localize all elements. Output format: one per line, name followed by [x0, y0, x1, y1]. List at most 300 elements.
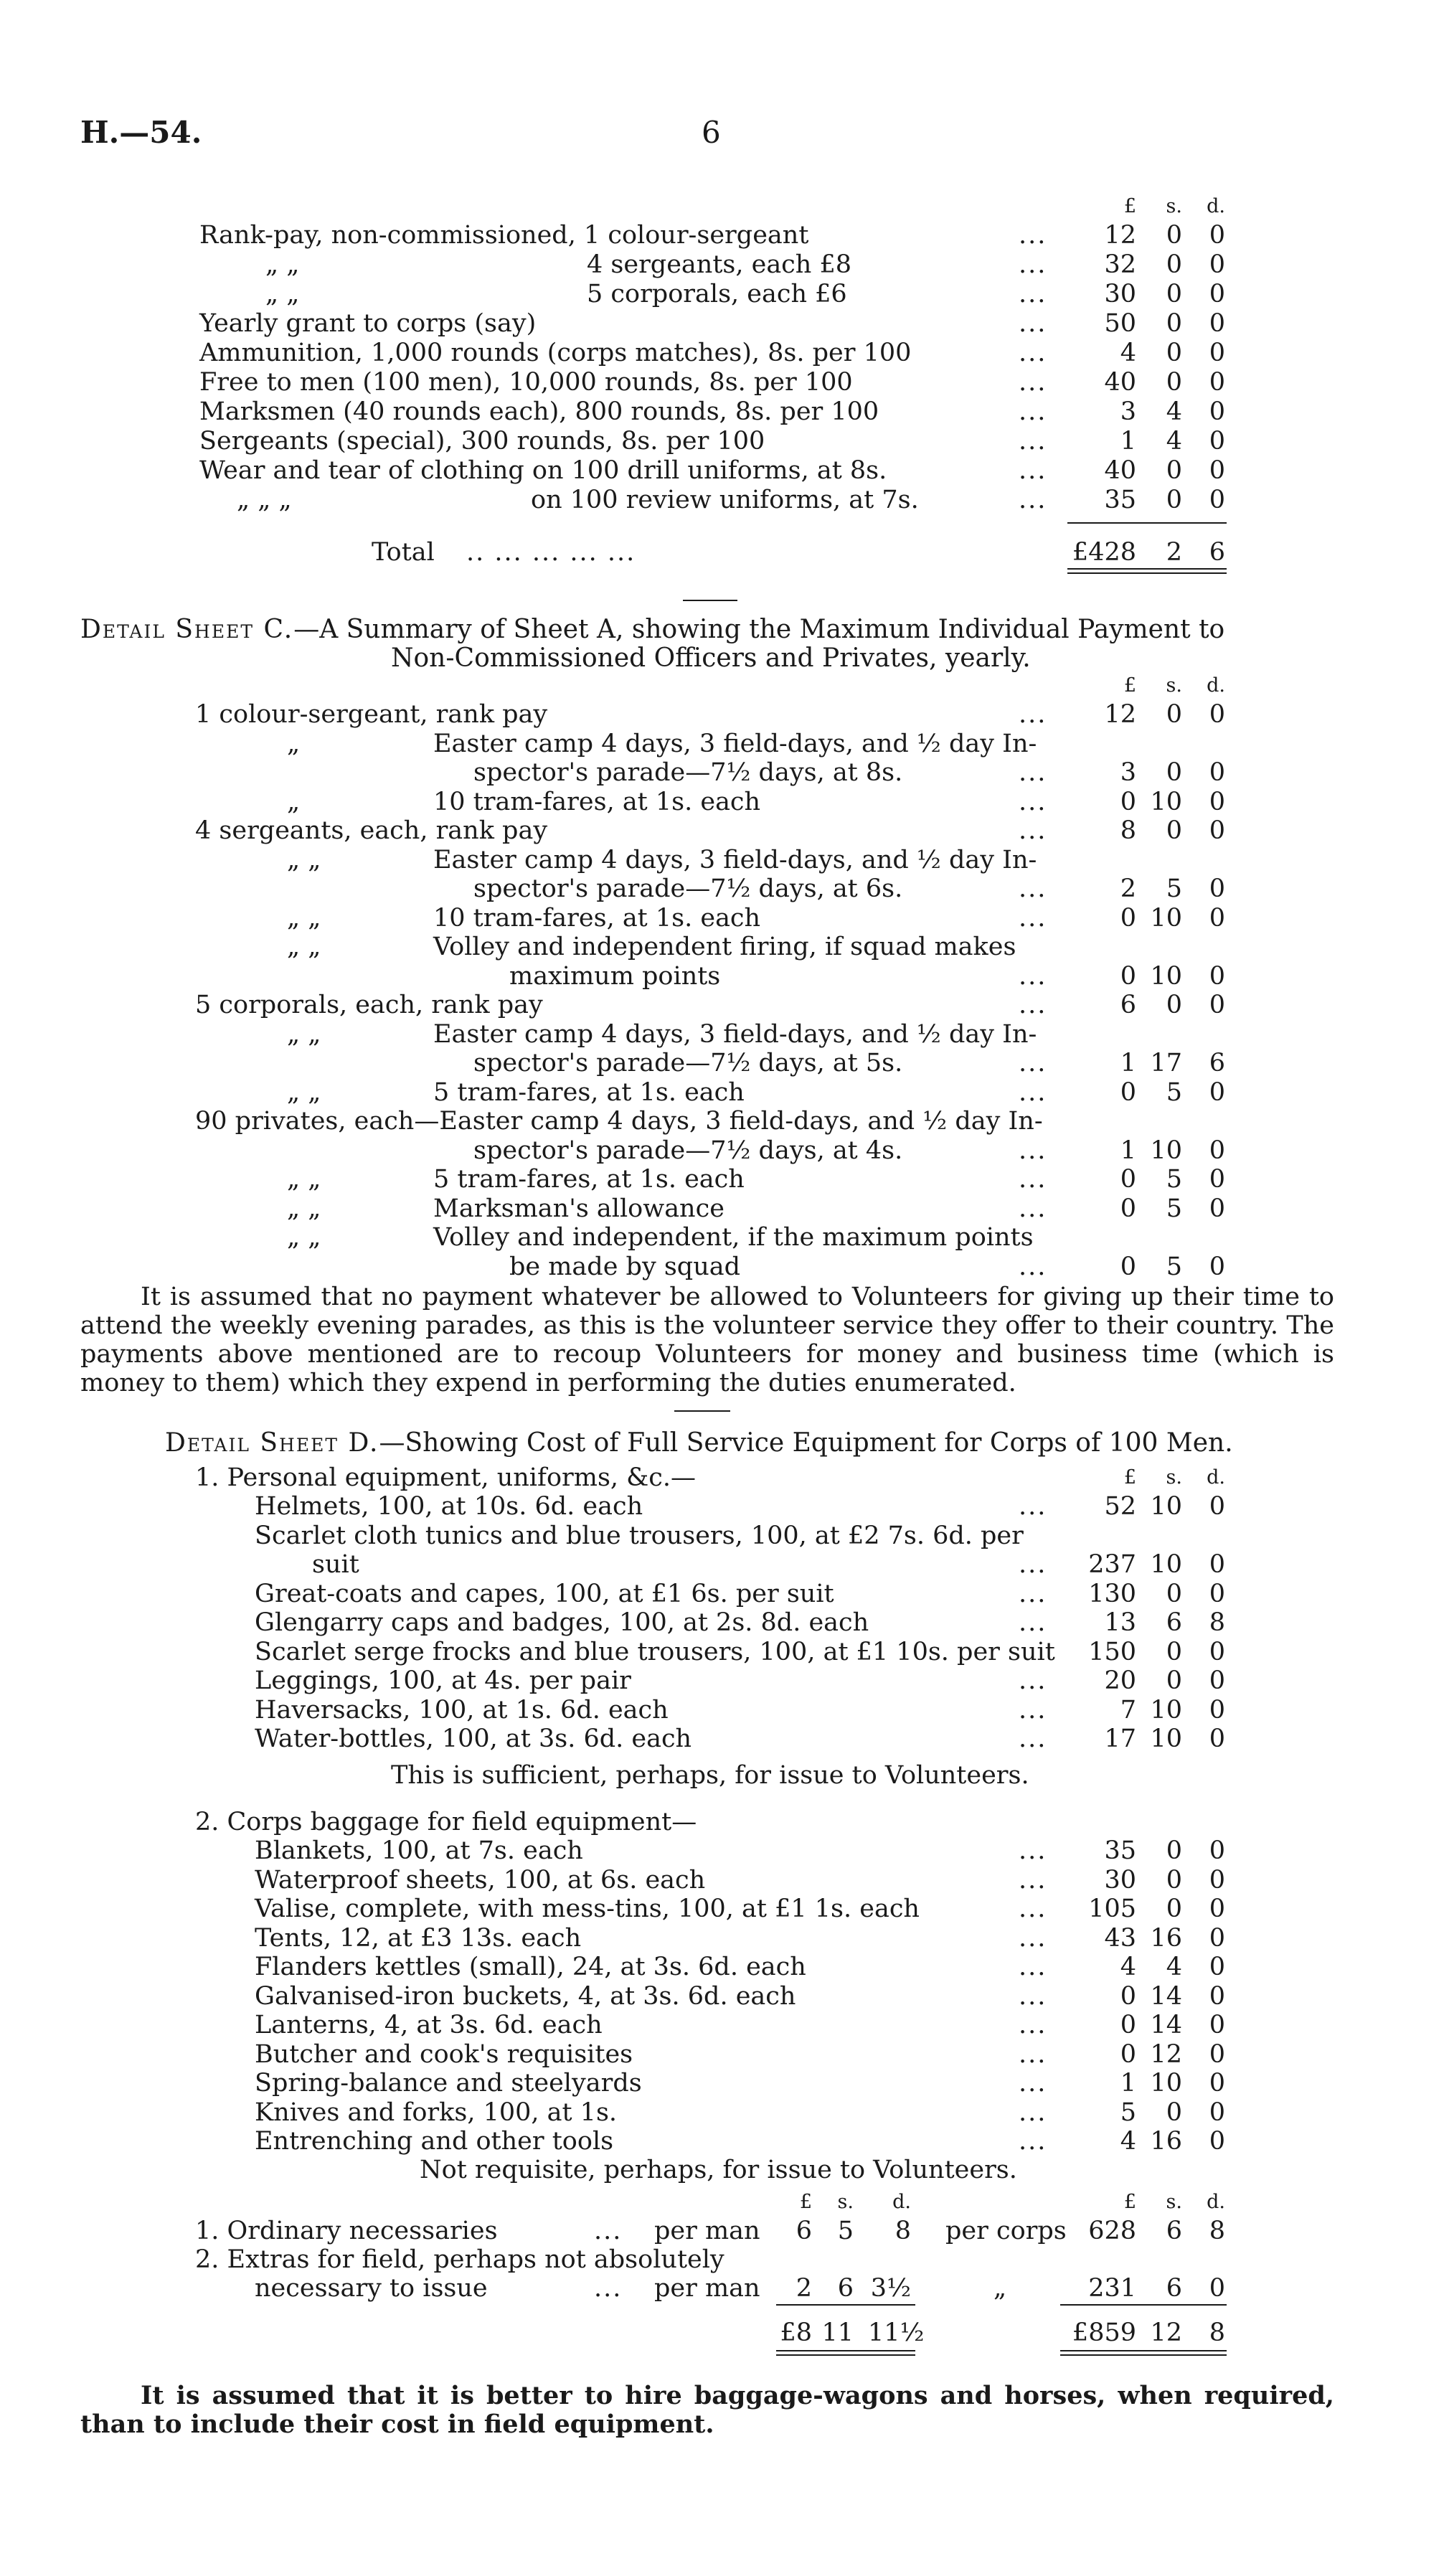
baggage-row — [0, 2127, 1449, 2156]
item-label: Spring-balance and steelyards — [255, 2069, 642, 2098]
item-label: Knives and forks, 100, at 1s. — [255, 2098, 618, 2127]
amount-pounds: 12 — [1104, 700, 1136, 729]
equipment-row — [0, 1608, 1449, 1637]
per-corps-shillings-header: s. — [1166, 2191, 1182, 2213]
ditto-mark: „ „ — [287, 903, 321, 933]
amount-pence: 0 — [1209, 816, 1225, 845]
per-man-total-pounds: £8 — [780, 2318, 812, 2347]
amount-shillings: 14 — [1150, 1981, 1182, 2011]
leader-dots: ... — [1019, 1923, 1047, 1953]
leader-dots: ... — [1019, 397, 1047, 426]
amount-pence: 0 — [1209, 309, 1225, 338]
leader-dots: ... — [1019, 1492, 1047, 1521]
sheet-d-title-lead: Detail Sheet D. — [165, 1428, 379, 1458]
amount-pounds: 40 — [1104, 456, 1136, 485]
amount-pounds: 1 — [1120, 2069, 1136, 2098]
baggage-row — [0, 1866, 1449, 1895]
amount-pence: 8 — [1209, 1608, 1225, 1637]
leader-dots: ... — [1019, 1981, 1047, 2011]
item-label: Scarlet serge frocks and blue trousers, 100, at £1 10s. per suit — [255, 1637, 1055, 1666]
amount-pounds: 30 — [1104, 1865, 1136, 1895]
sheet-b-total-row — [0, 538, 1449, 567]
summary-total-row — [0, 2318, 1449, 2347]
amount-pence: 0 — [1209, 961, 1225, 991]
leader-dots: ... — [1019, 2098, 1047, 2127]
leader-dots: ... — [1019, 309, 1047, 338]
sheet-c-title — [80, 615, 1224, 644]
amount-pounds: 0 — [1120, 1165, 1136, 1194]
total-label: Total — [372, 538, 435, 567]
leader-dots: ... — [1019, 1725, 1047, 1753]
section1-heading-row — [0, 1463, 1449, 1492]
amount-shillings: 0 — [1166, 758, 1182, 787]
document-id: H.—54. — [80, 115, 202, 150]
summary-row-extras-cont — [0, 2274, 1449, 2303]
summary-row-necessaries — [0, 2217, 1449, 2245]
amount-shillings: 4 — [1166, 427, 1182, 456]
amount-pence: 0 — [1209, 1637, 1225, 1666]
equipment-row — [0, 1580, 1449, 1608]
leader-dots: ... — [1019, 903, 1047, 933]
amount-pounds: 0 — [1120, 2011, 1136, 2039]
leader-dots: ... — [1019, 1865, 1047, 1895]
amount-pence: 0 — [1209, 787, 1225, 816]
per-corps-pounds: 231 — [1088, 2274, 1136, 2303]
leader-dots: ... — [1019, 758, 1047, 787]
amount-pence: 0 — [1209, 221, 1225, 250]
item-label: Great-coats and capes, 100, at £1 6s. per suit — [255, 1579, 834, 1608]
summary-label: 1. Ordinary necessaries — [195, 2217, 498, 2245]
equipment-row — [0, 1492, 1449, 1521]
pounds-header: £ — [1123, 195, 1136, 217]
leader-dots: ... — [1019, 1194, 1047, 1223]
amount-shillings: 0 — [1166, 1895, 1182, 1923]
ditto-mark: „ „ — [287, 933, 321, 961]
baggage-row — [0, 2040, 1449, 2069]
summary-label: 2. Extras for field, perhaps not absolutely — [195, 2245, 724, 2274]
amount-pounds: 0 — [1120, 2039, 1136, 2069]
amount-pounds: 130 — [1088, 1579, 1136, 1608]
pence-header: d. — [1207, 195, 1225, 217]
amount-pounds: 7 — [1120, 1695, 1136, 1725]
amount-pence: 6 — [1209, 1049, 1225, 1077]
sheet-c-row — [0, 904, 1449, 933]
leader-dots: ... — [1019, 1836, 1047, 1865]
amount-pounds: 0 — [1120, 903, 1136, 933]
amount-pounds: 12 — [1104, 221, 1136, 250]
leader-dots: ... — [1019, 2011, 1047, 2039]
baggage-row — [0, 1895, 1449, 1923]
page-number: 6 — [702, 115, 721, 150]
item-label: 4 sergeants, each £8 — [587, 250, 851, 279]
item-label: Haversacks, 100, at 1s. 6d. each — [255, 1695, 669, 1725]
leader-dots: ... — [1019, 874, 1047, 903]
pounds-header: £ — [1123, 674, 1136, 697]
amount-pounds: 52 — [1104, 1492, 1136, 1521]
leader-dots: ... — [1019, 1608, 1047, 1637]
leader-dots: ... — [1019, 1136, 1047, 1165]
amount-shillings: 10 — [1150, 2069, 1182, 2098]
amount-pounds: 30 — [1104, 280, 1136, 308]
per-man-total-pence: 11½ — [868, 2318, 925, 2347]
baggage-row — [0, 2098, 1449, 2127]
amount-pence: 0 — [1209, 1865, 1225, 1895]
amount-pounds: 13 — [1104, 1608, 1136, 1637]
baggage-row — [0, 2011, 1449, 2039]
ditto-mark: „ — [287, 787, 301, 816]
column-headers — [0, 671, 1449, 700]
ditto-mark: „ — [993, 2274, 1007, 2303]
column-headers — [0, 192, 1449, 221]
sheet-c-row — [0, 1020, 1449, 1049]
amount-shillings: 5 — [1166, 1252, 1182, 1281]
amount-shillings: 10 — [1150, 1550, 1182, 1579]
amount-shillings: 10 — [1150, 961, 1182, 991]
leader-dots: ... — [1019, 961, 1047, 991]
ditto-mark: „ „ — [265, 280, 300, 308]
item-label: Ammunition, 1,000 rounds (corps matches), 8s. per 100 — [199, 339, 912, 367]
amount-pounds: 2 — [1120, 874, 1136, 903]
amount-shillings: 16 — [1150, 1923, 1182, 1953]
amount-pounds: 43 — [1104, 1923, 1136, 1953]
item-label: spector's parade—7½ days, at 8s. — [473, 758, 903, 787]
closing-paragraph: It is assumed that it is better to hire baggage-wagons and horses, when required, than to include their cost in field equipment. — [80, 2381, 1334, 2439]
sheet-c-row — [0, 700, 1449, 729]
amount-pence: 0 — [1209, 1492, 1225, 1521]
amount-shillings: 17 — [1150, 1049, 1182, 1077]
amount-pence: 0 — [1209, 1695, 1225, 1725]
section2-heading: 2. Corps baggage for field equipment— — [195, 1808, 697, 1836]
amount-pence: 0 — [1209, 2011, 1225, 2039]
baggage-row — [0, 1924, 1449, 1953]
amount-pence: 0 — [1209, 1165, 1225, 1194]
amount-pence: 0 — [1209, 339, 1225, 367]
amount-pounds: 237 — [1088, 1550, 1136, 1579]
amount-shillings: 0 — [1166, 700, 1182, 729]
leader-dots: ... — [1019, 1579, 1047, 1608]
item-label: 90 privates, each—Easter camp 4 days, 3 field-days, and ½ day In- — [195, 1107, 1043, 1136]
amount-pounds: 50 — [1104, 309, 1136, 338]
baggage-row — [0, 1982, 1449, 2011]
amount-pence: 0 — [1209, 1836, 1225, 1865]
equipment-row — [0, 1550, 1449, 1579]
amount-pence: 0 — [1209, 2127, 1225, 2156]
amount-pence: 0 — [1209, 1194, 1225, 1223]
item-label: Flanders kettles (small), 24, at 3s. 6d. each — [255, 1953, 806, 1981]
per-man-pounds-header: £ — [799, 2191, 812, 2213]
leader-dots: ... — [1019, 1077, 1047, 1107]
sheet-c-subtitle: Non-Commissioned Officers and Privates, yearly. — [391, 643, 1031, 673]
sheet-c-row — [0, 1165, 1449, 1194]
sheet-c-title-lead: Detail Sheet C. — [80, 615, 294, 644]
sheet-c-row — [0, 991, 1449, 1019]
amount-pounds: 4 — [1120, 2127, 1136, 2156]
amount-pence: 0 — [1209, 397, 1225, 426]
item-label: Tents, 12, at £3 13s. each — [255, 1923, 582, 1953]
amount-pounds: 3 — [1120, 397, 1136, 426]
item-label: Wear and tear of clothing on 100 drill uniforms, at 8s. — [199, 456, 887, 485]
ditto-mark: „ „ „ — [237, 486, 292, 514]
item-label: Marksmen (40 rounds each), 800 rounds, 8s. per 100 — [199, 397, 879, 426]
sheet-b-row — [0, 250, 1449, 279]
amount-pence: 0 — [1209, 874, 1225, 903]
amount-pounds: 8 — [1120, 816, 1136, 845]
ditto-mark: „ „ — [287, 1223, 321, 1252]
item-label: be made by squad — [509, 1252, 741, 1281]
equipment-row — [0, 1521, 1449, 1550]
per-man-total-shillings: 11 — [821, 2318, 854, 2347]
sheet-d-title-rest: —Showing Cost of Full Service Equipment for Corps of 100 Men. — [379, 1428, 1233, 1458]
sheet-c-row — [0, 962, 1449, 991]
amount-pounds: 1 — [1120, 427, 1136, 456]
per-corps-pence: 0 — [1209, 2274, 1225, 2303]
amount-shillings: 12 — [1150, 2039, 1182, 2069]
ditto-mark: „ „ — [287, 1194, 321, 1223]
amount-pence: 0 — [1209, 1252, 1225, 1281]
leader-dots: ... — [1019, 1953, 1047, 1981]
pence-header: d. — [1207, 1466, 1225, 1488]
amount-pounds: 40 — [1104, 368, 1136, 397]
total-double-rule — [1067, 568, 1227, 574]
leader-dots: .. ... ... ... ... — [466, 538, 636, 567]
amount-pounds: 20 — [1104, 1666, 1136, 1695]
item-label: on 100 review uniforms, at 7s. — [531, 486, 919, 514]
item-label: Sergeants (special), 300 rounds, 8s. per 100 — [199, 427, 765, 456]
amount-shillings: 5 — [1166, 874, 1182, 903]
equipment-row — [0, 1666, 1449, 1695]
per-man-shillings: 6 — [837, 2274, 854, 2303]
amount-shillings: 0 — [1166, 2098, 1182, 2127]
item-label: Blankets, 100, at 7s. each — [255, 1836, 583, 1865]
leader-dots: ... — [1019, 250, 1047, 279]
amount-pence: 0 — [1209, 1550, 1225, 1579]
amount-shillings: 0 — [1166, 486, 1182, 514]
sheet-b-row — [0, 427, 1449, 456]
amount-shillings: 0 — [1166, 991, 1182, 1019]
sheet-b-row — [0, 309, 1449, 338]
per-corps-pence: 8 — [1209, 2217, 1225, 2245]
sheet-c-paragraph: It is assumed that no payment whatever be allowed to Volunteers for giving up their time to attend the weekly evening parades, as this is the volunteer service they offer to their country. The payments above mentioned are to recoup Volunteers for money and business time (which is money to them) which they expend in performing the duties enumerated. — [80, 1283, 1334, 1397]
item-label: Butcher and cook's requisites — [255, 2039, 633, 2069]
item-label: Entrenching and other tools — [255, 2127, 614, 2156]
amount-pounds: 4 — [1120, 1953, 1136, 1981]
sheet-c-row — [0, 933, 1449, 961]
amount-pounds: 150 — [1088, 1637, 1136, 1666]
sheet-c-row — [0, 1223, 1449, 1252]
section1-note: This is sufficient, perhaps, for issue to Volunteers. — [391, 1761, 1029, 1790]
item-label: Galvanised-iron buckets, 4, at 3s. 6d. each — [255, 1981, 796, 2011]
amount-pounds: 6 — [1120, 991, 1136, 1019]
item-label: Waterproof sheets, 100, at 6s. each — [255, 1865, 706, 1895]
amount-pence: 0 — [1209, 280, 1225, 308]
ditto-mark: „ „ — [287, 1019, 321, 1049]
subtotal-rule — [1067, 522, 1227, 524]
sheet-b-row — [0, 486, 1449, 514]
item-label: 5 corporals, each £6 — [587, 280, 847, 308]
leader-dots: ... — [1019, 787, 1047, 816]
amount-shillings: 16 — [1150, 2127, 1182, 2156]
ditto-mark: „ „ — [287, 1165, 321, 1194]
leader-dots: ... — [1019, 1550, 1047, 1579]
leader-dots: ... — [1019, 221, 1047, 250]
amount-pence: 0 — [1209, 1895, 1225, 1923]
per-corps-total-shillings: 12 — [1150, 2318, 1182, 2347]
per-corps-rule — [1060, 2304, 1227, 2306]
amount-pence: 0 — [1209, 456, 1225, 485]
amount-pounds: 0 — [1120, 1077, 1136, 1107]
amount-pounds: 32 — [1104, 250, 1136, 279]
amount-pence: 0 — [1209, 903, 1225, 933]
amount-shillings: 5 — [1166, 1194, 1182, 1223]
item-label: spector's parade—7½ days, at 5s. — [473, 1049, 903, 1077]
per-man-label: per man — [654, 2274, 760, 2303]
sheet-c-row — [0, 1049, 1449, 1077]
amount-pounds: 0 — [1120, 1252, 1136, 1281]
amount-shillings: 4 — [1166, 1953, 1182, 1981]
shillings-header: s. — [1166, 195, 1182, 217]
amount-pence: 0 — [1209, 250, 1225, 279]
amount-pence: 0 — [1209, 368, 1225, 397]
amount-shillings: 0 — [1166, 1836, 1182, 1865]
ditto-mark: „ „ — [287, 845, 321, 874]
leader-dots: ... — [1019, 486, 1047, 514]
amount-shillings: 0 — [1166, 368, 1182, 397]
leader-dots: ... — [1019, 368, 1047, 397]
section2-heading-row — [0, 1808, 1449, 1836]
sheet-b-row — [0, 456, 1449, 485]
amount-shillings: 0 — [1166, 280, 1182, 308]
amount-pence: 0 — [1209, 1725, 1225, 1753]
per-corps-shillings: 6 — [1166, 2217, 1182, 2245]
leader-dots: ... — [1019, 816, 1047, 845]
item-label: Helmets, 100, at 10s. 6d. each — [255, 1492, 643, 1521]
sheet-c-row — [0, 1078, 1449, 1107]
per-man-pence-header: d. — [892, 2191, 911, 2213]
amount-shillings: 4 — [1166, 397, 1182, 426]
sheet-d-title — [165, 1429, 1233, 1458]
amount-shillings: 0 — [1166, 1865, 1182, 1895]
item-label: Lanterns, 4, at 3s. 6d. each — [255, 2011, 603, 2039]
amount-pounds: 4 — [1120, 339, 1136, 367]
amount-pounds: 35 — [1104, 486, 1136, 514]
section1-heading: 1. Personal equipment, uniforms, &c.— — [195, 1463, 697, 1492]
amount-pounds: 0 — [1120, 961, 1136, 991]
amount-shillings: 5 — [1166, 1165, 1182, 1194]
sheet-c-row — [0, 1194, 1449, 1223]
per-corps-double-rule — [1060, 2350, 1227, 2356]
section-divider — [674, 1410, 730, 1412]
amount-pence: 0 — [1209, 2069, 1225, 2098]
sheet-c-title-rest: —A Summary of Sheet A, showing the Maximum Individual Payment to — [293, 615, 1225, 644]
amount-shillings: 0 — [1166, 1637, 1182, 1666]
item-label: Volley and independent firing, if squad makes — [433, 933, 1016, 961]
leader-dots: ... — [1019, 1252, 1047, 1281]
baggage-row — [0, 1836, 1449, 1865]
sheet-c-row — [0, 730, 1449, 758]
amount-pence: 0 — [1209, 1981, 1225, 2011]
sheet-b-row — [0, 339, 1449, 367]
equipment-row — [0, 1696, 1449, 1725]
amount-pence: 0 — [1209, 1579, 1225, 1608]
leader-dots: ... — [1019, 1895, 1047, 1923]
amount-shillings: 0 — [1166, 1579, 1182, 1608]
amount-shillings: 10 — [1150, 1695, 1182, 1725]
amount-pounds: 0 — [1120, 787, 1136, 816]
item-label: Easter camp 4 days, 3 field-days, and ½ day In- — [433, 729, 1037, 758]
amount-pounds: 1 — [1120, 1136, 1136, 1165]
sheet-c-row — [0, 1107, 1449, 1136]
amount-pence: 0 — [1209, 1077, 1225, 1107]
amount-shillings: 6 — [1166, 1608, 1182, 1637]
item-label: Water-bottles, 100, at 3s. 6d. each — [255, 1725, 692, 1753]
item-label: suit — [312, 1550, 359, 1579]
amount-shillings: 0 — [1166, 250, 1182, 279]
amount-pence: 0 — [1209, 758, 1225, 787]
item-label: spector's parade—7½ days, at 4s. — [473, 1136, 903, 1165]
amount-shillings: 0 — [1166, 309, 1182, 338]
leader-dots: ... — [594, 2274, 623, 2303]
shillings-header: s. — [1166, 1466, 1182, 1488]
amount-pence: 0 — [1209, 1923, 1225, 1953]
baggage-row — [0, 1953, 1449, 1981]
total-pence: 6 — [1209, 538, 1225, 567]
total-shillings: 2 — [1166, 538, 1182, 567]
per-man-double-rule — [776, 2350, 915, 2356]
item-label: Glengarry caps and badges, 100, at 2s. 8d. each — [255, 1608, 869, 1637]
leader-dots: ... — [1019, 280, 1047, 308]
per-man-shillings: 5 — [837, 2217, 854, 2245]
item-label: Rank-pay, non-commissioned, 1 colour-sergeant — [199, 221, 809, 250]
amount-pounds: 35 — [1104, 1836, 1136, 1865]
equipment-row — [0, 1638, 1449, 1666]
per-man-pence: 8 — [895, 2217, 911, 2245]
amount-shillings: 10 — [1150, 1136, 1182, 1165]
per-corps-total-pounds: £859 — [1072, 2318, 1136, 2347]
leader-dots: ... — [1019, 2039, 1047, 2069]
per-man-pence: 3½ — [870, 2274, 911, 2303]
per-corps-shillings: 6 — [1166, 2274, 1182, 2303]
amount-shillings: 0 — [1166, 456, 1182, 485]
leader-dots: ... — [1019, 339, 1047, 367]
total-pounds: £428 — [1072, 538, 1136, 567]
amount-pounds: 1 — [1120, 1049, 1136, 1077]
amount-shillings: 14 — [1150, 2011, 1182, 2039]
per-corps-pounds: 628 — [1088, 2217, 1136, 2245]
sheet-b-row — [0, 280, 1449, 308]
per-corps-pence-header: d. — [1207, 2191, 1225, 2213]
amount-shillings: 10 — [1150, 1492, 1182, 1521]
item-label: Free to men (100 men), 10,000 rounds, 8s. per 100 — [199, 368, 853, 397]
equipment-row — [0, 1725, 1449, 1753]
leader-dots: ... — [1019, 1666, 1047, 1695]
item-label: 5 tram-fares, at 1s. each — [433, 1165, 745, 1194]
baggage-row — [0, 2069, 1449, 2098]
leader-dots: ... — [1019, 427, 1047, 456]
amount-pounds: 17 — [1104, 1725, 1136, 1753]
item-label: Scarlet cloth tunics and blue trousers, 100, at £2 7s. 6d. per — [255, 1521, 1024, 1550]
per-man-rule — [776, 2304, 915, 2306]
item-label: maximum points — [509, 961, 721, 991]
amount-shillings: 10 — [1150, 903, 1182, 933]
item-label: Valise, complete, with mess-tins, 100, at £1 1s. each — [255, 1895, 920, 1923]
leader-dots: ... — [1019, 1695, 1047, 1725]
item-label: Volley and independent, if the maximum points — [433, 1223, 1034, 1252]
amount-shillings: 0 — [1166, 1666, 1182, 1695]
sheet-b-row — [0, 221, 1449, 250]
amount-pence: 0 — [1209, 1953, 1225, 1981]
item-label: spector's parade—7½ days, at 6s. — [473, 874, 903, 903]
amount-shillings: 5 — [1166, 1077, 1182, 1107]
